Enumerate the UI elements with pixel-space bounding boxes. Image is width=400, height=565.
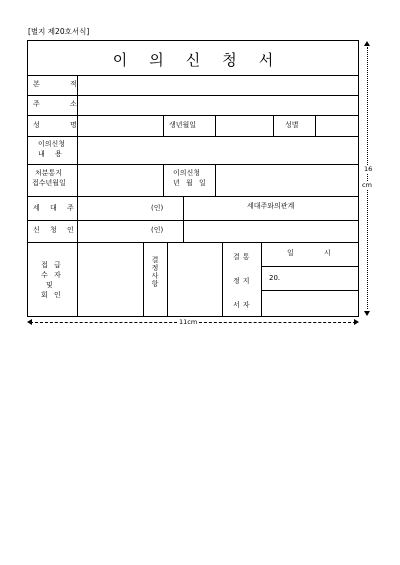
label-petition-content-2: 내 용	[38, 150, 66, 158]
width-dimension	[27, 319, 359, 327]
height-label-number: 16	[364, 165, 373, 173]
label-notice-2: 접수년월일	[32, 179, 66, 187]
form-title: 이의신청서	[112, 51, 296, 69]
label-gender: 성별	[285, 121, 299, 129]
label-clerk: 서자	[233, 301, 253, 309]
applicant-seal: (인)	[151, 226, 164, 234]
label-birthdate: 생년월일	[169, 121, 197, 129]
petition-form	[27, 40, 359, 316]
label-receiver-1: 접 급	[41, 261, 63, 269]
label-relation-to-householder: 세대주와의관계	[247, 202, 295, 210]
label-petition-date-2: 년 월 일	[173, 179, 208, 187]
label-petition-date-1: 이의신청	[173, 169, 201, 177]
label-office: 정지	[233, 277, 253, 285]
label-receiver-3: 및	[46, 281, 53, 289]
householder-seal: (인)	[151, 204, 164, 212]
label-name: 성 명	[33, 121, 91, 129]
label-registered-domicile: 본 적	[33, 80, 91, 88]
label-applicant: 신 청 인	[33, 226, 78, 234]
label-petition-content-1: 이의신청	[38, 140, 66, 148]
width-label: 11cm	[179, 318, 198, 326]
height-label-unit: cm	[362, 181, 372, 189]
label-result: 결통	[233, 253, 253, 261]
year-prefix: 20.	[269, 274, 281, 282]
height-dimension	[364, 41, 376, 316]
label-address: 주 소	[33, 100, 91, 108]
label-householder: 세 대 주	[33, 204, 78, 212]
label-receiver-4: 회 인	[41, 291, 63, 299]
label-notice-1: 처분통지	[35, 169, 63, 177]
label-receiver-2: 수 자	[41, 271, 63, 279]
label-datetime: 일 시	[287, 249, 345, 257]
label-decision: 결정사항	[151, 256, 159, 288]
form-number-label: [별지 제20호서식]	[28, 27, 90, 36]
